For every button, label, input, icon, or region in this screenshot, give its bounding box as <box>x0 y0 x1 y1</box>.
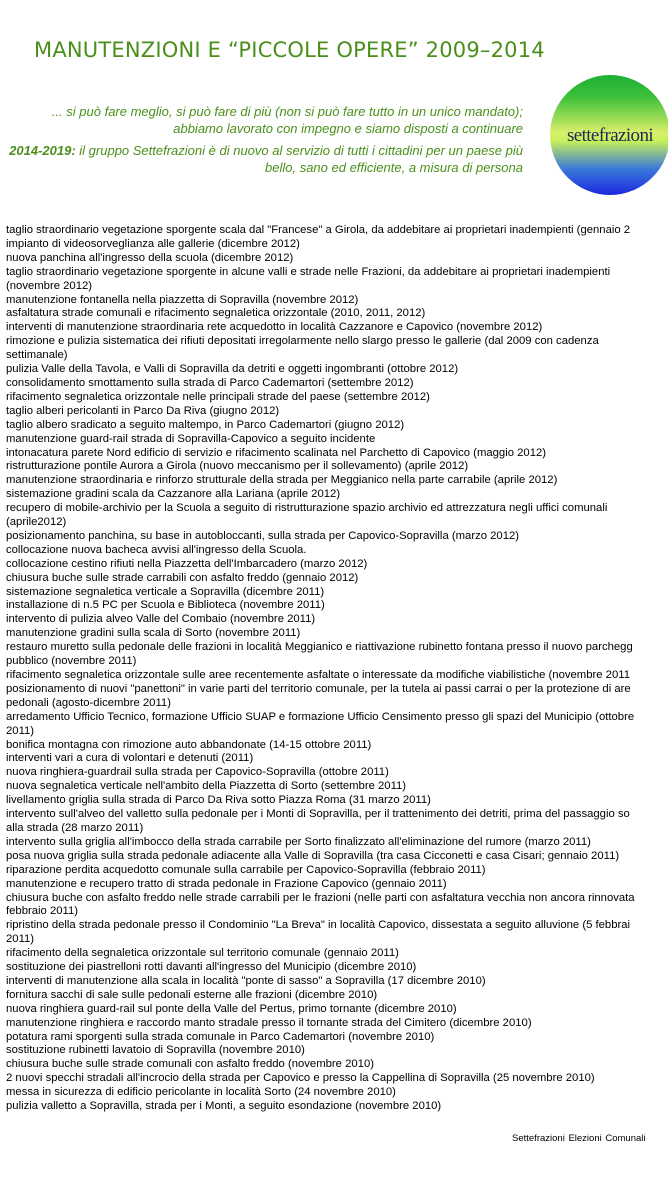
list-item-line: manutenzione gradini sulla scala di Sorto (novembre 2011) <box>6 627 301 640</box>
list-item <box>6 530 668 544</box>
logo-text: settefrazioni <box>566 125 654 146</box>
list-item <box>6 613 668 627</box>
list-item <box>6 335 668 363</box>
list-item-line: nuova segnaletica verticale nell'ambito della Piazzetta di Sorto (settembre 2011) <box>6 780 407 793</box>
list-item <box>6 892 668 920</box>
list-item-line: bonifica montagna con rimozione auto abbandonate (14-15 ottobre 2011) <box>6 738 372 751</box>
list-item-line: (novembre 2012) <box>6 279 93 292</box>
list-item-line: pulizia valletto a Sopravilla, strada per i Monti, a seguito esondazione (novembre 2010) <box>6 1100 442 1113</box>
list-item-line: arredamento Ufficio Tecnico, formazione Ufficio SUAP e formazione Ufficio Censimento presso gli spazi del Municipio (ottobre <box>6 710 635 723</box>
list-item <box>6 864 668 878</box>
list-item <box>6 363 668 377</box>
list-item-line: intervento sulla griglia all'imbocco della strada carrabile per Sorto finalizzato all'eliminazione del rumore (marzo 2011) <box>6 835 591 848</box>
list-item <box>6 766 668 780</box>
list-item-line: restauro muretto sulla pedonale delle frazioni in località Meggianico e riattivazione rubinetto fontana presso il nuovo parchegg <box>6 641 633 654</box>
list-item-line: nuova panchina all'ingresso della scuola (dicembre 2012) <box>6 251 294 264</box>
list-item-line: intonacatura parete Nord edificio di servizio e rifacimento scalinata nel Parchetto di Capovico (maggio 2012) <box>6 446 547 459</box>
list-item-line: settimanale) <box>6 349 68 362</box>
list-item-line: manutenzione fontanella nella piazzetta di Sopravilla (novembre 2012) <box>6 293 359 306</box>
list-item-line: posizionamento panchina, su base in autobloccanti, sulla strada per Capovico-Sopravilla (marzo 2012) <box>6 529 520 542</box>
intro-line-2-text: il gruppo Settefrazioni è di nuovo al servizio di tutti i cittadini per un paese più bello, sano ed efficiente, a misura di persona <box>75 143 523 175</box>
list-item-line: sostituzione rubinetti lavatoio di Sopravilla (novembre 2010) <box>6 1044 305 1057</box>
list-item <box>6 586 668 600</box>
list-item <box>6 780 668 794</box>
list-item-line: interventi di manutenzione alla scala in località "ponte di sasso" a Sopravilla (17 dicembre 2010) <box>6 974 486 987</box>
list-item <box>6 502 668 530</box>
list-item-line: pedonali (agosto-dicembre 2011) <box>6 696 171 709</box>
list-item <box>6 238 668 252</box>
list-item-line: alla strada (28 marzo 2011) <box>6 821 144 834</box>
list-item-line: riparazione perdita acquedotto comunale sulla carrabile per Capovico-Sopravilla (febbraio 2011) <box>6 863 486 876</box>
list-item-line: rifacimento segnaletica orizzontale nelle principali strade del paese (settembre 2012) <box>6 390 430 403</box>
list-item <box>6 1003 668 1017</box>
list-item-line: livellamento griglia sulla strada di Parco Da Riva sotto Piazza Roma (31 marzo 2011) <box>6 794 431 807</box>
list-item <box>6 1072 668 1086</box>
list-item <box>6 961 668 975</box>
list-item <box>6 669 668 683</box>
list-item-line: sostituzione dei piastrelloni rotti davanti all'ingresso del Municipio (dicembre 2010) <box>6 961 417 974</box>
list-item-line: installazione di n.5 PC per Scuola e Biblioteca (novembre 2011) <box>6 599 325 612</box>
list-item <box>6 599 668 613</box>
list-item <box>6 224 668 238</box>
list-item <box>6 405 668 419</box>
list-item-line: chiusura buche con asfalto freddo nelle strade carrabili per le frazioni (nelle parti con asfaltatura vecchia non ancora rinnovata <box>6 891 635 904</box>
list-item <box>6 294 668 308</box>
page-title: MANUTENZIONI E “PICCOLE OPERE” 2009–2014 <box>34 38 545 62</box>
list-item <box>6 377 668 391</box>
list-item-line: collocazione nuova bacheca avvisi all'ingresso della Scuola. <box>6 543 307 556</box>
list-item-line: collocazione cestino rifiuti nella Piazzetta dell'Imbarcadero (marzo 2012) <box>6 557 368 570</box>
list-item-line: taglio straordinario vegetazione sporgente in alcune valli e strade nelle Frazioni, da addebitare ai proprietari inadempienti <box>6 265 611 278</box>
list-item <box>6 627 668 641</box>
settefrazioni-logo <box>550 75 668 195</box>
list-item <box>6 947 668 961</box>
list-item-line: posizionamento di nuovi "panettoni" in varie parti del territorio comunale, per la tutela ai passi carrai o per la protezione di are <box>6 682 631 695</box>
list-item-line: 2011) <box>6 933 35 946</box>
list-item-line: sistemazione gradini scala da Cazzanore alla Lariana (aprile 2012) <box>6 488 341 501</box>
list-item <box>6 711 668 739</box>
list-item <box>6 850 668 864</box>
list-item-line: 2 nuovi specchi stradali all'incrocio della strada per Capovico e presso la Cappellina di Sopravilla (25 novembre 2010) <box>6 1072 595 1085</box>
list-item <box>6 252 668 266</box>
list-item-line: potatura rami sporgenti sulla strada comunale in Parco Cademartori (novembre 2010) <box>6 1030 435 1043</box>
list-item-line: posa nuova griglia sulla strada pedonale adiacente alla Valle di Sopravilla (tra casa Cicconetti e casa Cisari; gennaio 2011) <box>6 849 620 862</box>
list-item-line: consolidamento smottamento sulla strada di Parco Cademartori (settembre 2012) <box>6 376 414 389</box>
list-item-line: fornitura sacchi di sale sulle pedonali esterne alle frazioni (dicembre 2010) <box>6 988 378 1001</box>
list-item <box>6 558 668 572</box>
list-item <box>6 474 668 488</box>
list-item-line: sistemazione segnaletica verticale a Sopravilla (dicembre 2011) <box>6 585 325 598</box>
list-item <box>6 419 668 433</box>
list-item <box>6 1086 668 1100</box>
list-item-line: taglio albero sradicato a seguito maltempo, in Parco Cademartori (giugno 2012) <box>6 418 405 431</box>
list-item <box>6 266 668 294</box>
list-item-line: asfaltatura strade comunali e rifacimento segnaletica orizzontale (2010, 2011, 2012) <box>6 307 426 320</box>
list-item-line: interventi di manutenzione straordinaria rete acquedotto in località Cazzanore e Capovico (novembre 2012) <box>6 321 543 334</box>
list-item-line: chiusura buche sulle strade carrabili con asfalto freddo (gennaio 2012) <box>6 571 359 584</box>
list-item <box>6 1044 668 1058</box>
list-item-line: ristrutturazione pontile Aurora a Girola (nuovo meccanismo per il sollevamento) (aprile 2012) <box>6 460 469 473</box>
intro-years: 2014-2019: <box>9 143 76 158</box>
list-item-line: rimozione e pulizia sistematica dei rifiuti depositati irregolarmente nello slargo presso le gallerie (dal 2009 con cadenza <box>6 335 599 348</box>
list-item-line: febbraio 2011) <box>6 905 79 918</box>
list-item <box>6 447 668 461</box>
works-list <box>6 224 668 1114</box>
list-item-line: manutenzione guard-rail strada di Sopravilla-Capovico a seguito incidente <box>6 432 376 445</box>
list-item-line: rifacimento della segnaletica orizzontale sul territorio comunale (gennaio 2011) <box>6 947 399 960</box>
list-item <box>6 391 668 405</box>
list-item <box>6 1031 668 1045</box>
list-item-line: intervento di pulizia alveo Valle del Combaio (novembre 2011) <box>6 613 316 626</box>
list-item <box>6 975 668 989</box>
list-item <box>6 488 668 502</box>
list-item-line: interventi vari a cura di volontari e detenuti (2011) <box>6 752 254 765</box>
list-item <box>6 1058 668 1072</box>
list-item <box>6 433 668 447</box>
list-item <box>6 641 668 669</box>
list-item-line: taglio straordinario vegetazione sporgente scala dal "Francese" a Girola, da addebitare ai proprietari inadempienti (gennaio 2 <box>6 224 631 236</box>
list-item-line: manutenzione ringhiera e raccordo manto stradale presso il tornante strada del Cimitero (dicembre 2010) <box>6 1016 532 1029</box>
list-item-line: intervento sull'alveo del valletto sulla pedonale per i Monti di Sopravilla, per il trattenimento dei detriti, prima del passaggio so <box>6 808 630 821</box>
list-item-line: manutenzione straordinaria e rinforzo strutturale della strada per Meggianico nella parte carrabile (aprile 2012) <box>6 474 558 487</box>
list-item <box>6 683 668 711</box>
list-item <box>6 919 668 947</box>
list-item <box>6 1100 668 1114</box>
list-item <box>6 752 668 766</box>
list-item-line: taglio alberi pericolanti in Parco Da Riva (giugno 2012) <box>6 404 280 417</box>
list-item-line: recupero di mobile-archivio per la Scuola a seguito di ristrutturazione spazio archivio ed attrezzatura negli uffici comunali <box>6 502 608 515</box>
list-item <box>6 572 668 586</box>
list-item-line: nuova ringhiera guard-rail sul ponte della Valle del Pertus, primo tornante (dicembre 2010) <box>6 1002 457 1015</box>
list-item <box>6 836 668 850</box>
intro-line-1: ... si può fare meglio, si può fare di più (non si può fare tutto in un unico mandato); abbiamo lavorato con impegno e siamo disposti a continuare <box>51 104 523 136</box>
list-item <box>6 460 668 474</box>
list-item <box>6 794 668 808</box>
list-item-line: manutenzione e recupero tratto di strada pedonale in Frazione Capovico (gennaio 2011) <box>6 877 447 890</box>
intro-line-2 <box>3 142 523 176</box>
list-item <box>6 544 668 558</box>
list-item-line: messa in sicurezza di edificio pericolante in località Sorto (24 novembre 2010) <box>6 1086 396 1099</box>
list-item <box>6 989 668 1003</box>
list-item-line: impianto di videosorveglianza alle gallerie (dicembre 2012) <box>6 237 300 250</box>
list-item-line: 2011) <box>6 724 35 737</box>
list-item-line: nuova ringhiera-guardrail sulla strada per Capovico-Sopravilla (ottobre 2011) <box>6 766 389 779</box>
list-item <box>6 307 668 321</box>
list-item-line: chiusura buche sulle strade comunali con asfalto freddo (novembre 2010) <box>6 1058 374 1071</box>
list-item-line: rifacimento segnaletica orizzontale sulle aree recentemente asfaltate o interessate da modifiche viabilistiche (novembre 2011 <box>6 669 630 681</box>
list-item <box>6 321 668 335</box>
list-item <box>6 1017 668 1031</box>
list-item <box>6 739 668 753</box>
intro-text <box>3 103 523 181</box>
footer-text: Settefrazioni Elezioni Comunali <box>512 1133 646 1144</box>
list-item-line: (aprile2012) <box>6 516 67 529</box>
list-item <box>6 808 668 836</box>
list-item-line: ripristino della strada pedonale presso il Condominio "La Breva" in località Capovico, dissestata a seguito alluvione (5 febbrai <box>6 919 631 932</box>
list-item-line: pulizia Valle della Tavola, e Valli di Sopravilla da detriti e oggetti ingombranti (ottobre 2012) <box>6 363 459 376</box>
list-item <box>6 878 668 892</box>
list-item-line: pubblico (novembre 2011) <box>6 655 137 668</box>
